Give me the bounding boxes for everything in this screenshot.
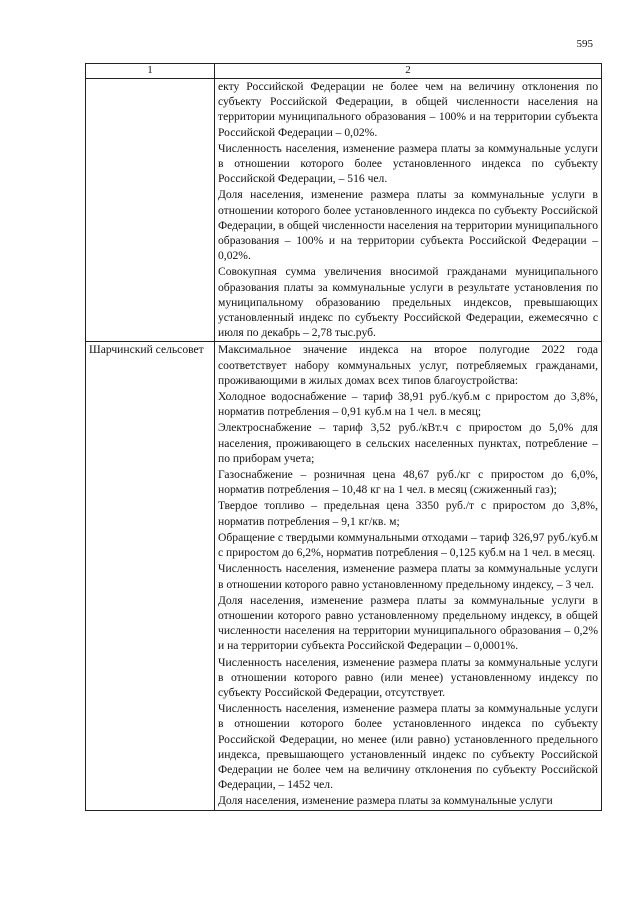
paragraph: Электроснабжение – тариф 3,52 руб./кВт.ч с приростом до 5,0% для населения, проживающего в сельских населенных пунктах, потребление – по приборам учета;	[218, 421, 598, 465]
paragraph: Численность населения, изменение размера платы за коммунальные услуги в отношении которого равно (или менее) установленному индексу по субъекту Российской Федерации, отсутствует.	[218, 655, 598, 699]
column-header-2: 2	[215, 64, 602, 79]
paragraph: Доля населения, изменение размера платы за коммунальные услуги в отношении которого равно установленному предельному индексу, в общей численности населения на территории муниципального образования – 0,2% и на территории субъекта Российской Федерации – 0,0001%.	[218, 593, 598, 653]
table-row	[86, 342, 602, 810]
paragraph: Численность населения, изменение размера платы за коммунальные услуги в отношении которого более установленного индекса по субъекту Российской Федерации, но менее (или равно) установленного предельного индекса, превышающего установленный индекс по субъекту Российской Федерации не более чем на величину отклонения по субъекту Российской Федерации, – 1452 чел.	[218, 702, 598, 792]
paragraph: Твердое топливо – предельная цена 3350 руб./т с приростом до 3,8%, норматив потребления – 9,1 кг/кв. м;	[218, 499, 598, 528]
paragraph: Газоснабжение – розничная цена 48,67 руб./кг с приростом до 6,0%, норматив потребления – 10,48 кг на 1 чел. в месяц (сжиженный газ);	[218, 468, 598, 497]
paragraph: Совокупная сумма увеличения вносимой гражданами муниципального образования платы за коммунальные услуги в результате установления по муниципальному образованию предельных индексов, превышающих установленный индекс по субъекту Российской Федерации, ежемесячно с июля по декабрь – 2,78 тыс.руб.	[218, 265, 598, 340]
table-row	[86, 79, 602, 342]
paragraph: Холодное водоснабжение – тариф 38,91 руб./куб.м с приростом до 3,8%, норматив потребления – 0,91 куб.м на 1 чел. в месяц;	[218, 390, 598, 419]
document-table	[85, 63, 602, 811]
paragraph: Доля населения, изменение размера платы за коммунальные услуги	[218, 794, 553, 808]
paragraph: Максимальное значение индекса на второе полугодие 2022 года соответствует набору коммунальных услуг, потребляемых гражданами, проживающими в жилых домах всех типов благоустройства:	[218, 343, 598, 387]
page-number: 595	[576, 38, 593, 50]
municipality-cell: Шарчинский сельсовет	[86, 342, 215, 810]
paragraph: Обращение с твердыми коммунальными отходами – тариф 326,97 руб./куб.м с приростом до 6,2%, норматив потребления – 0,125 куб.м на 1 чел. в месяц.	[218, 530, 598, 560]
description-cell	[215, 342, 602, 810]
paragraph: Доля населения, изменение размера платы за коммунальные услуги в отношении которого более установленного индекса по субъекту Российской Федерации, в общей численности населения на территории муниципального образования – 100% и на территории субъекта Российской Федерации – 0,02%.	[218, 188, 598, 263]
paragraph: Численность населения, изменение размера платы за коммунальные услуги в отношении которого равно установленному предельному индексу, – 3 чел.	[218, 562, 598, 591]
municipality-cell	[86, 79, 215, 342]
column-header-1: 1	[86, 64, 215, 79]
paragraph: Численность населения, изменение размера платы за коммунальные услуги в отношении которого более установленного индекса по субъекту Российской Федерации, – 516 чел.	[218, 141, 598, 186]
paragraph: екту Российской Федерации не более чем на величину отклонения по субъекту Российской Федерации, в общей численности населения на территории муниципального образования – 100% и на территории субъекта Российской Федерации – 0,02%.	[218, 80, 598, 139]
table-header-row	[86, 64, 602, 79]
description-cell	[215, 79, 602, 342]
